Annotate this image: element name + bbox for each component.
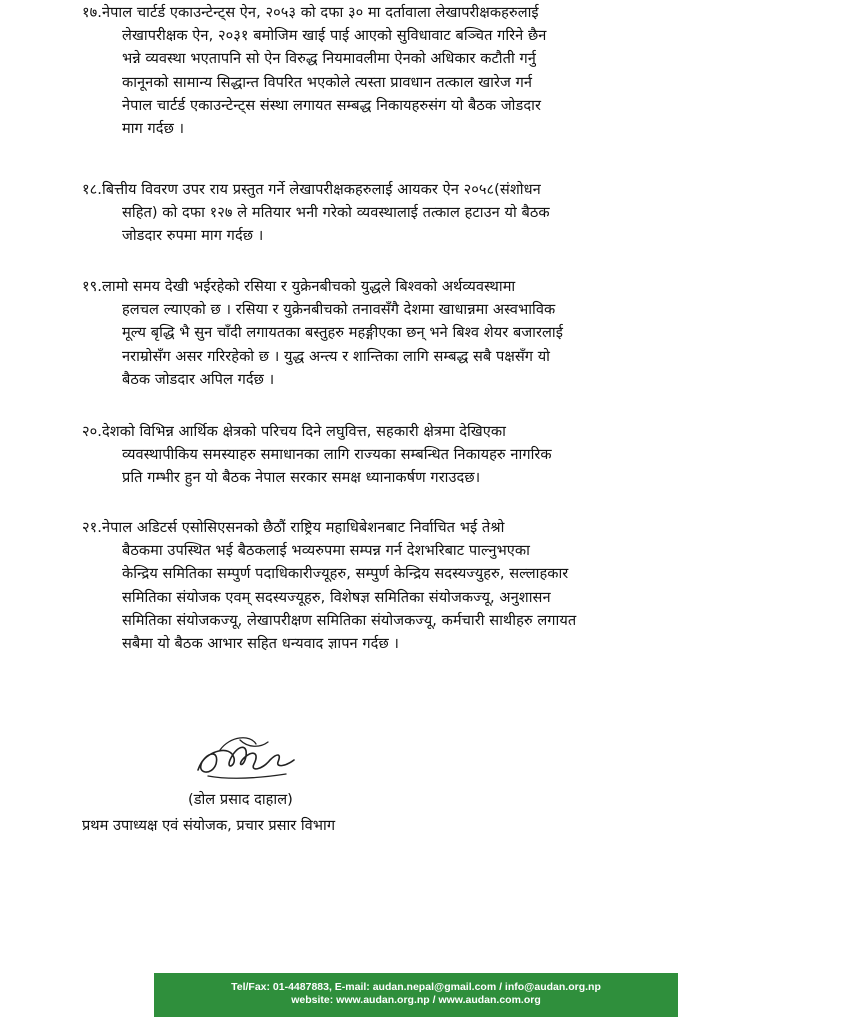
item-line: केन्द्रिय समितिका सम्पुर्ण पदाधिकारीज्यूहरु, सम्पुर्ण केन्द्रिय सदस्यज्युहरु, सल्लाहकार	[122, 565, 569, 583]
item-line: समितिका संयोजक एवम् सदस्यज्यूहरु, विशेषज्ञ समितिका संयोजकज्यू, अनुशासन	[122, 588, 551, 606]
item-line: प्रति गम्भीर हुन यो बैठक नेपाल सरकार समक्ष ध्यानाकर्षण गराउदछ।	[122, 469, 481, 487]
item-line: व्यवस्थापीकिय समस्याहरु समाधानका लागि राज्यका सम्बन्धित निकायहरु नागरिक	[122, 446, 552, 464]
item-line: सहित) को दफा १२७ ले मतियार भनी गरेको व्यवस्थालाई तत्काल हटाउन यो बैठक	[122, 204, 550, 222]
contact-footer	[154, 973, 678, 1017]
item-line: २१.नेपाल अडिटर्स एसोसिएसनको छैठौं राष्ट्रिय महाधिबेशनबाट निर्वाचित भई तेश्रो	[82, 519, 505, 536]
item-line: बैठक जोडदार अपिल गर्दछ ।	[122, 370, 275, 388]
item-line: जोडदार रुपमा माग गर्दछ ।	[122, 227, 264, 245]
resolution-item-20	[82, 420, 824, 490]
handwritten-signature	[190, 730, 310, 785]
item-line: १९.लामो समय देखी भईरहेको रसिया र युक्रेनबीचको युद्धले बिश्वको अर्थव्यवस्थामा	[82, 278, 516, 295]
item-line: नेपाल चार्टर्ड एकाउन्टेन्ट्स संस्था लगायत सम्बद्ध निकायहरुसंग यो बैठक जोडदार	[122, 96, 541, 114]
resolution-item-17	[82, 1, 824, 140]
item-line: समितिका संयोजकज्यू, लेखापरीक्षण समितिका संयोजकज्यू, कर्मचारी साथीहरु लगायत	[122, 611, 577, 629]
item-line: सबैमा यो बैठक आभार सहित धन्यवाद ज्ञापन गर्दछ ।	[122, 635, 400, 653]
signer-name: (डोल प्रसाद दाहाल)	[188, 791, 293, 808]
item-line: १७.नेपाल चार्टर्ड एकाउन्टेन्ट्स ऐन, २०५३ को दफा ३० मा दर्तावाला लेखापरीक्षकहरुलाई	[82, 4, 539, 21]
resolution-item-18	[82, 178, 824, 248]
item-line: माग गर्दछ ।	[122, 120, 185, 138]
item-line: २०.देशको विभिन्न आर्थिक क्षेत्रको परिचय दिने लघुवित्त, सहकारी क्षेत्रमा देखिएका	[82, 423, 506, 440]
item-line: हलचल ल्याएको छ । रसिया र युक्रेनबीचको तनावसँगै देशमा खाधान्नमा अस्वभाविक	[122, 301, 556, 319]
item-line: बैठकमा उपस्थित भई बैठकलाई भव्यरुपमा सम्पन्न गर्न देशभरिबाट पाल्नुभएका	[122, 542, 530, 560]
item-line: कानूनको सामान्य सिद्धान्त विपरित भएकोले त्यस्ता प्रावधान तत्काल खारेज गर्न	[122, 73, 533, 91]
footer-website: website: www.audan.org.np / www.audan.com.org	[291, 994, 541, 1006]
signer-title: प्रथम उपाध्यक्ष एवं संयोजक, प्रचार प्रसार विभाग	[82, 817, 336, 834]
item-line: मूल्य बृद्धि भै सुन चाँदी लगायतका बस्तुहरु महङ्गीएका छन् भने बिश्व शेयर बजारलाई	[122, 324, 563, 342]
item-line: भन्ने व्यवस्था भएतापनि सो ऐन विरुद्ध नियमावलीमा ऐनको अधिकार कटौती गर्नु	[122, 50, 536, 68]
resolution-item-19	[82, 275, 824, 391]
item-line: नराम्रोसँग असर गरिरहेको छ । युद्ध अन्त्य र शान्तिका लागि सम्बद्ध सबै पक्षसँग यो	[122, 347, 550, 365]
footer-contact: Tel/Fax: 01-4487883, E-mail: audan.nepal@gmail.com / info@audan.org.np	[231, 981, 601, 993]
item-line: लेखापरीक्षक ऐन, २०३१ बमोजिम खाई पाई आएको सुविधावाट बञ्चित गरिने छैन	[122, 27, 547, 45]
resolution-item-21	[82, 516, 824, 655]
item-line: १८.बित्तीय विवरण उपर राय प्रस्तुत गर्ने लेखापरीक्षकहरुलाई आयकर ऐन २०५८(संशोधन	[82, 181, 541, 198]
